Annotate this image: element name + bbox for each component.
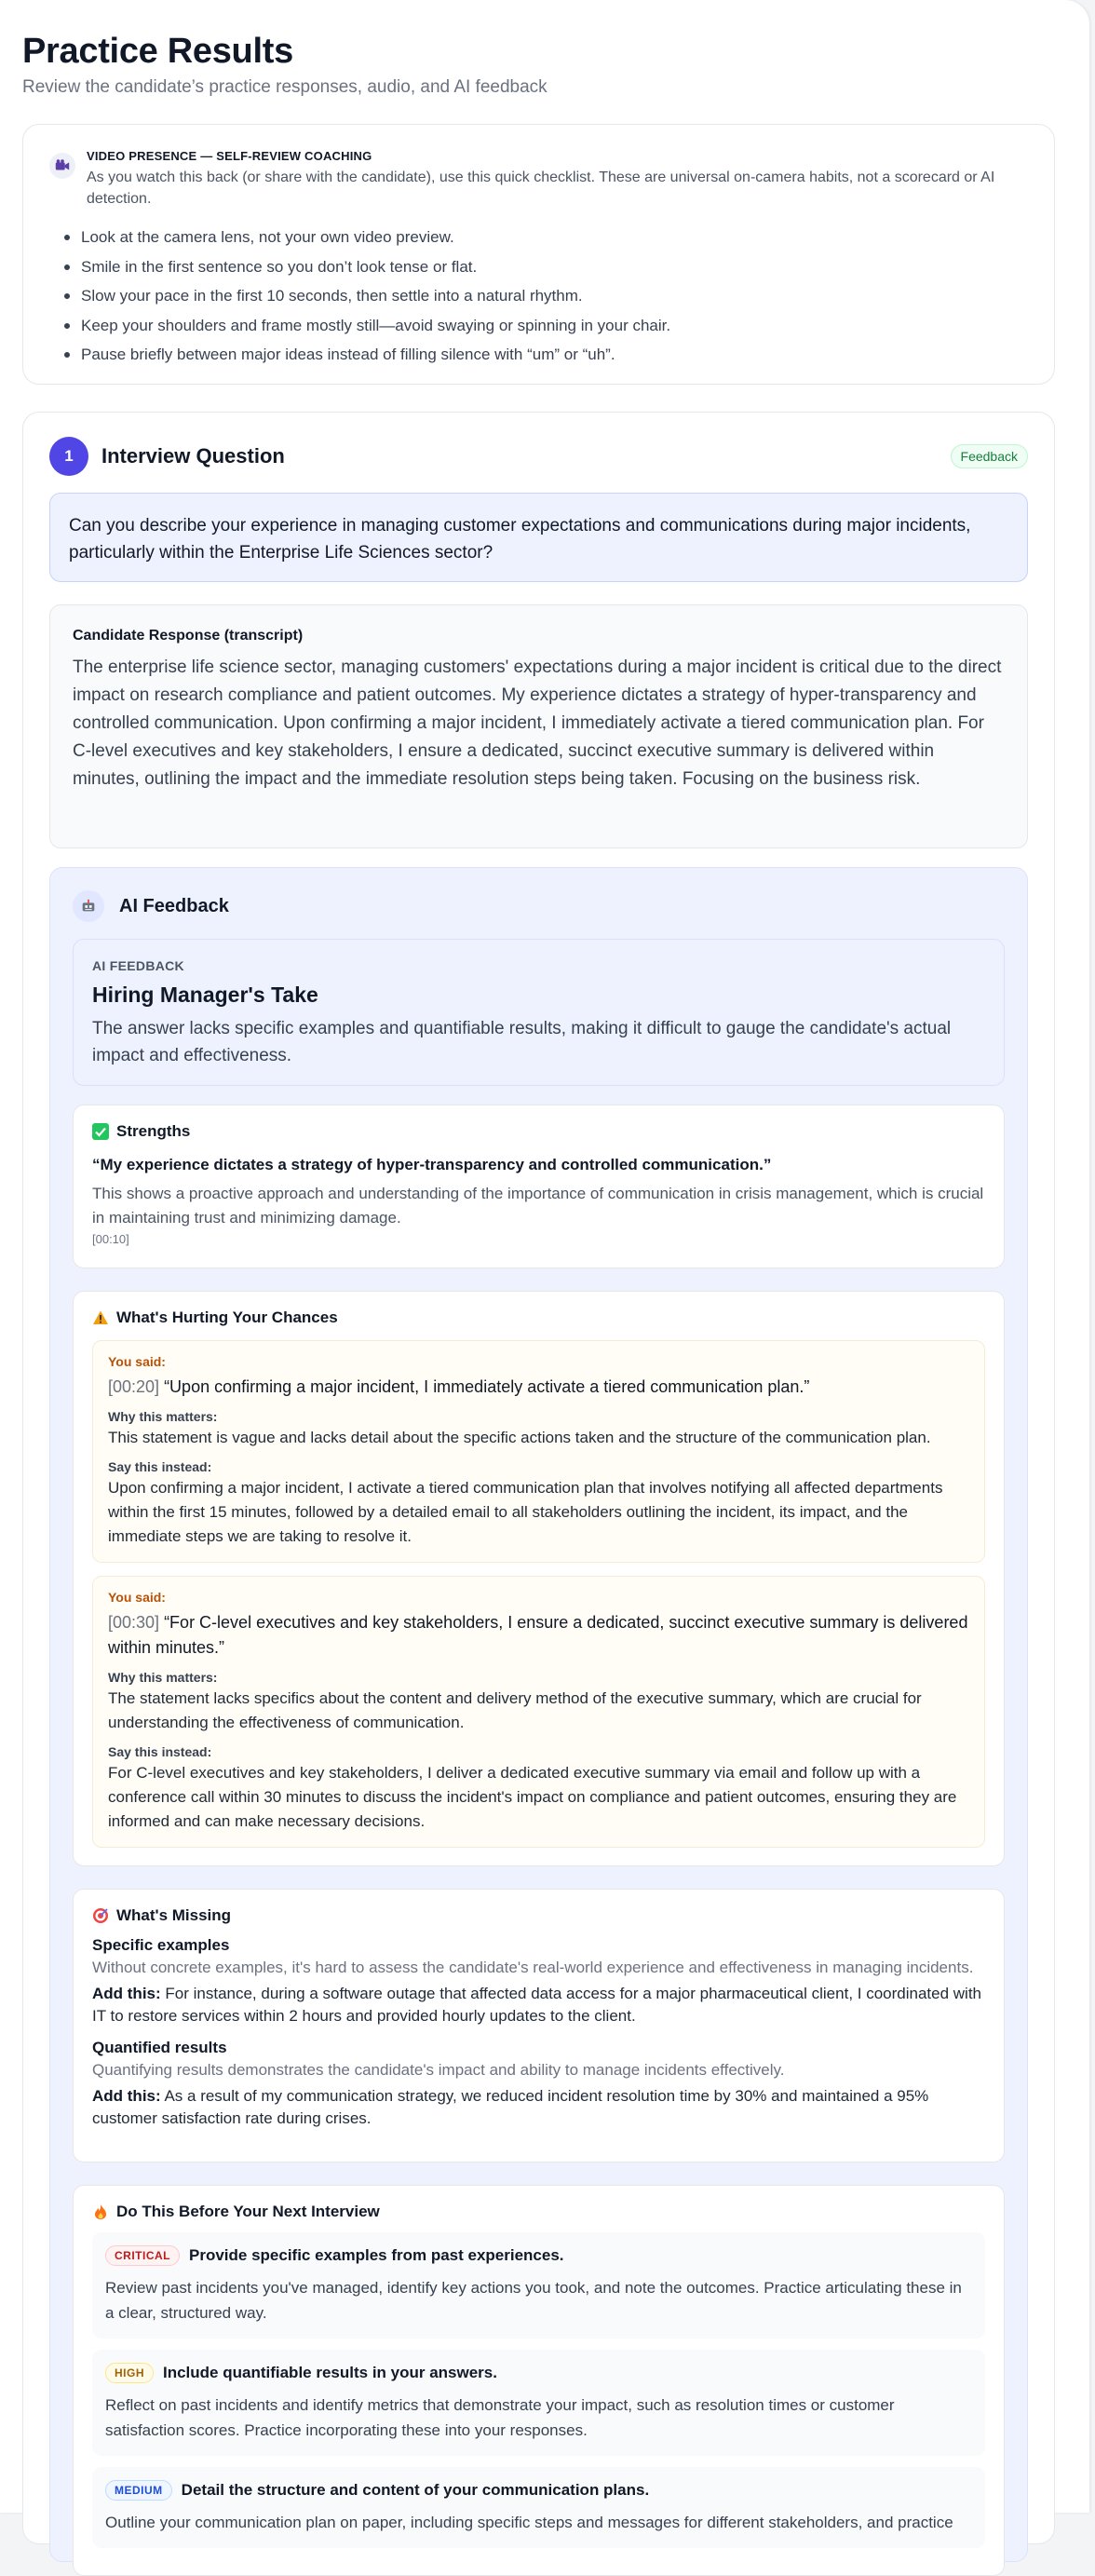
video-presence-coaching-card xyxy=(22,124,1055,385)
say-instead-label: Say this instead: xyxy=(108,1459,212,1474)
list-item xyxy=(92,1340,985,1563)
strength-quote: “My experience dictates a strategy of hyper-transparency and controlled communication.” xyxy=(92,1156,772,1173)
you-said-text xyxy=(108,1610,969,1661)
coaching-description: As you watch this back (or share with the candidate), use this quick checklist. These are universal on-camera habits, not a scorecard or AI detection. xyxy=(87,169,995,207)
why-text: This statement is vague and lacks detail about the specific actions taken and the structure of the communication plan. xyxy=(108,1429,931,1446)
next-interview-actions-section xyxy=(73,2185,1005,2576)
response-transcript: The enterprise life science sector, managing customers' expectations during a major incident is critical due to the direct impact on research compliance and patient outcomes. My experience dictates a strategy of hyper-transparency and controlled communication. Upon confirming a major incident, I immediately activate a tiered communication plan. For C-level executives and key stakeholders, I ensure a dedicated, succinct executive summary is delivered within minutes, outlining the impact and the immediate resolution steps being taken. Focusing on the business risk. xyxy=(73,658,1002,789)
action-description: Outline your communication plan on paper, including specific steps and messages for different stakeholders, and practice xyxy=(105,2514,953,2531)
missing-item-suggestion xyxy=(92,2085,985,2130)
add-this-text: For instance, during a software outage that affected data access for a major pharmaceutical client, I coordinated with IT to restore services within 2 hours and provided hourly updates to the client. xyxy=(92,1985,982,2025)
priority-badge-medium: MEDIUM xyxy=(105,2480,172,2501)
why-label: Why this matters: xyxy=(108,1409,218,1424)
strengths-title: Strengths xyxy=(116,1122,191,1140)
hurting-chances-section xyxy=(73,1291,1005,1866)
missing-item-title: Specific examples xyxy=(92,1936,230,1954)
list-item: Slow your pace in the first 10 seconds, then settle into a natural rhythm. xyxy=(81,281,1028,311)
add-this-label: Add this: xyxy=(92,1985,161,2002)
list-item: Smile in the first sentence so you don’t look tense or flat. xyxy=(81,252,1028,282)
missing-item-description: Without concrete examples, it's hard to assess the candidate's real-world experience and effectiveness in managing incidents. xyxy=(92,1959,974,1976)
missing-item-suggestion xyxy=(92,1983,985,2027)
action-title: Include quantifiable results in your answers. xyxy=(163,2364,497,2381)
check-mark-icon xyxy=(92,1123,109,1140)
you-said-label: You said: xyxy=(108,1354,166,1369)
you-said-label: You said: xyxy=(108,1590,166,1605)
list-item xyxy=(92,1576,985,1848)
warning-icon xyxy=(92,1309,109,1326)
action-title: Provide specific examples from past experiences. xyxy=(189,2246,564,2264)
said-timestamp: [00:20] xyxy=(108,1377,160,1396)
page-header xyxy=(22,32,548,98)
action-title: Detail the structure and content of your communication plans. xyxy=(181,2481,650,2499)
interview-question-card xyxy=(22,412,1055,2544)
response-label: Candidate Response (transcript) xyxy=(73,628,304,644)
priority-badge-critical: CRITICAL xyxy=(105,2245,180,2266)
said-quote: “For C-level executives and key stakeholders, I ensure a dedicated, succinct executive summary is delivered within minutes.” xyxy=(108,1613,968,1657)
coaching-label: VIDEO PRESENCE — SELF-REVIEW COACHING xyxy=(87,149,372,163)
ai-feedback-panel xyxy=(49,867,1028,2562)
todo-title: Do This Before Your Next Interview xyxy=(116,2203,380,2220)
missing-title: What's Missing xyxy=(116,1906,232,1924)
coaching-checklist xyxy=(49,223,1028,370)
list-item xyxy=(92,1936,985,2027)
target-icon xyxy=(92,1907,109,1924)
say-instead-text: Upon confirming a major incident, I activate a tiered communication plan that involves notifying all affected departments within the first 15 minutes, followed by a detailed email to all stakeholders outlining the incident, its impact, and the immediate steps we are taking to resolve it. xyxy=(108,1479,943,1545)
add-this-label: Add this: xyxy=(92,2087,161,2105)
take-text: The answer lacks specific examples and quantifiable results, making it difficult to gauge the candidate's actual impact and effectiveness. xyxy=(92,1019,952,1065)
fire-icon xyxy=(92,2203,109,2220)
hiring-manager-take xyxy=(73,939,1005,1086)
list-item: Pause briefly between major ideas instead of filling silence with “um” or “uh”. xyxy=(81,340,1028,370)
list-item: Keep your shoulders and frame mostly still—avoid swaying or spinning in your chair. xyxy=(81,311,1028,341)
robot-icon xyxy=(73,890,104,922)
action-description: Review past incidents you've managed, identify key actions you took, and note the outcomes. Practice articulating these in a clear, structured way. xyxy=(105,2279,962,2322)
missing-item-description: Quantifying results demonstrates the candidate's impact and ability to manage incidents effectively. xyxy=(92,2061,785,2079)
you-said-text xyxy=(108,1375,969,1400)
strength-timestamp: [00:10] xyxy=(92,1232,129,1246)
add-this-text: As a result of my communication strategy, we reduced incident resolution time by 30% and maintained a 95% customer satisfaction rate during crises. xyxy=(92,2087,929,2127)
list-item xyxy=(92,2232,985,2339)
question-heading: Interview Question xyxy=(101,444,285,468)
whats-missing-section xyxy=(73,1889,1005,2162)
ai-feedback-title: AI Feedback xyxy=(119,895,229,916)
take-title: Hiring Manager's Take xyxy=(92,983,318,1007)
question-text: Can you describe your experience in managing customer expectations and communications during major incidents, particularly within the Enterprise Life Sciences sector? xyxy=(49,493,1028,582)
said-timestamp: [00:30] xyxy=(108,1613,160,1632)
strengths-section xyxy=(73,1105,1005,1268)
question-number-badge: 1 xyxy=(49,437,88,476)
video-camera-icon xyxy=(49,153,75,179)
why-label: Why this matters: xyxy=(108,1670,218,1685)
said-quote: “Upon confirming a major incident, I immediately activate a tiered communication plan.” xyxy=(164,1377,810,1396)
why-text: The statement lacks specifics about the content and delivery method of the executive summary, which are crucial for understanding the effectiveness of communication. xyxy=(108,1689,922,1731)
list-item xyxy=(92,2350,985,2456)
strength-explanation: This shows a proactive approach and understanding of the importance of communication in crisis management, which is crucial in maintaining trust and minimizing damage. xyxy=(92,1185,984,1227)
feedback-status-badge: Feedback xyxy=(951,444,1028,468)
list-item xyxy=(92,2039,985,2130)
take-label: AI FEEDBACK xyxy=(92,958,184,973)
list-item: Look at the camera lens, not your own video preview. xyxy=(81,223,1028,252)
priority-badge-high: HIGH xyxy=(105,2363,154,2383)
action-description: Reflect on past incidents and identify metrics that demonstrate your impact, such as resolution times or customer satisfaction scores. Practice incorporating these into your responses. xyxy=(105,2396,895,2439)
page-subtitle: Review the candidate’s practice responses, audio, and AI feedback xyxy=(22,77,548,97)
missing-item-title: Quantified results xyxy=(92,2039,227,2056)
hurting-title: What's Hurting Your Chances xyxy=(116,1308,338,1326)
page-title: Practice Results xyxy=(22,32,293,71)
list-item xyxy=(92,2467,985,2548)
candidate-response-panel xyxy=(49,604,1028,848)
say-instead-text: For C-level executives and key stakeholders, I deliver a dedicated executive summary via email and follow up with a conference call within 30 minutes to discuss the incident's impact on compliance and patient outcomes, ensuring they are informed and can make necessary decisions. xyxy=(108,1764,957,1830)
say-instead-label: Say this instead: xyxy=(108,1744,212,1759)
